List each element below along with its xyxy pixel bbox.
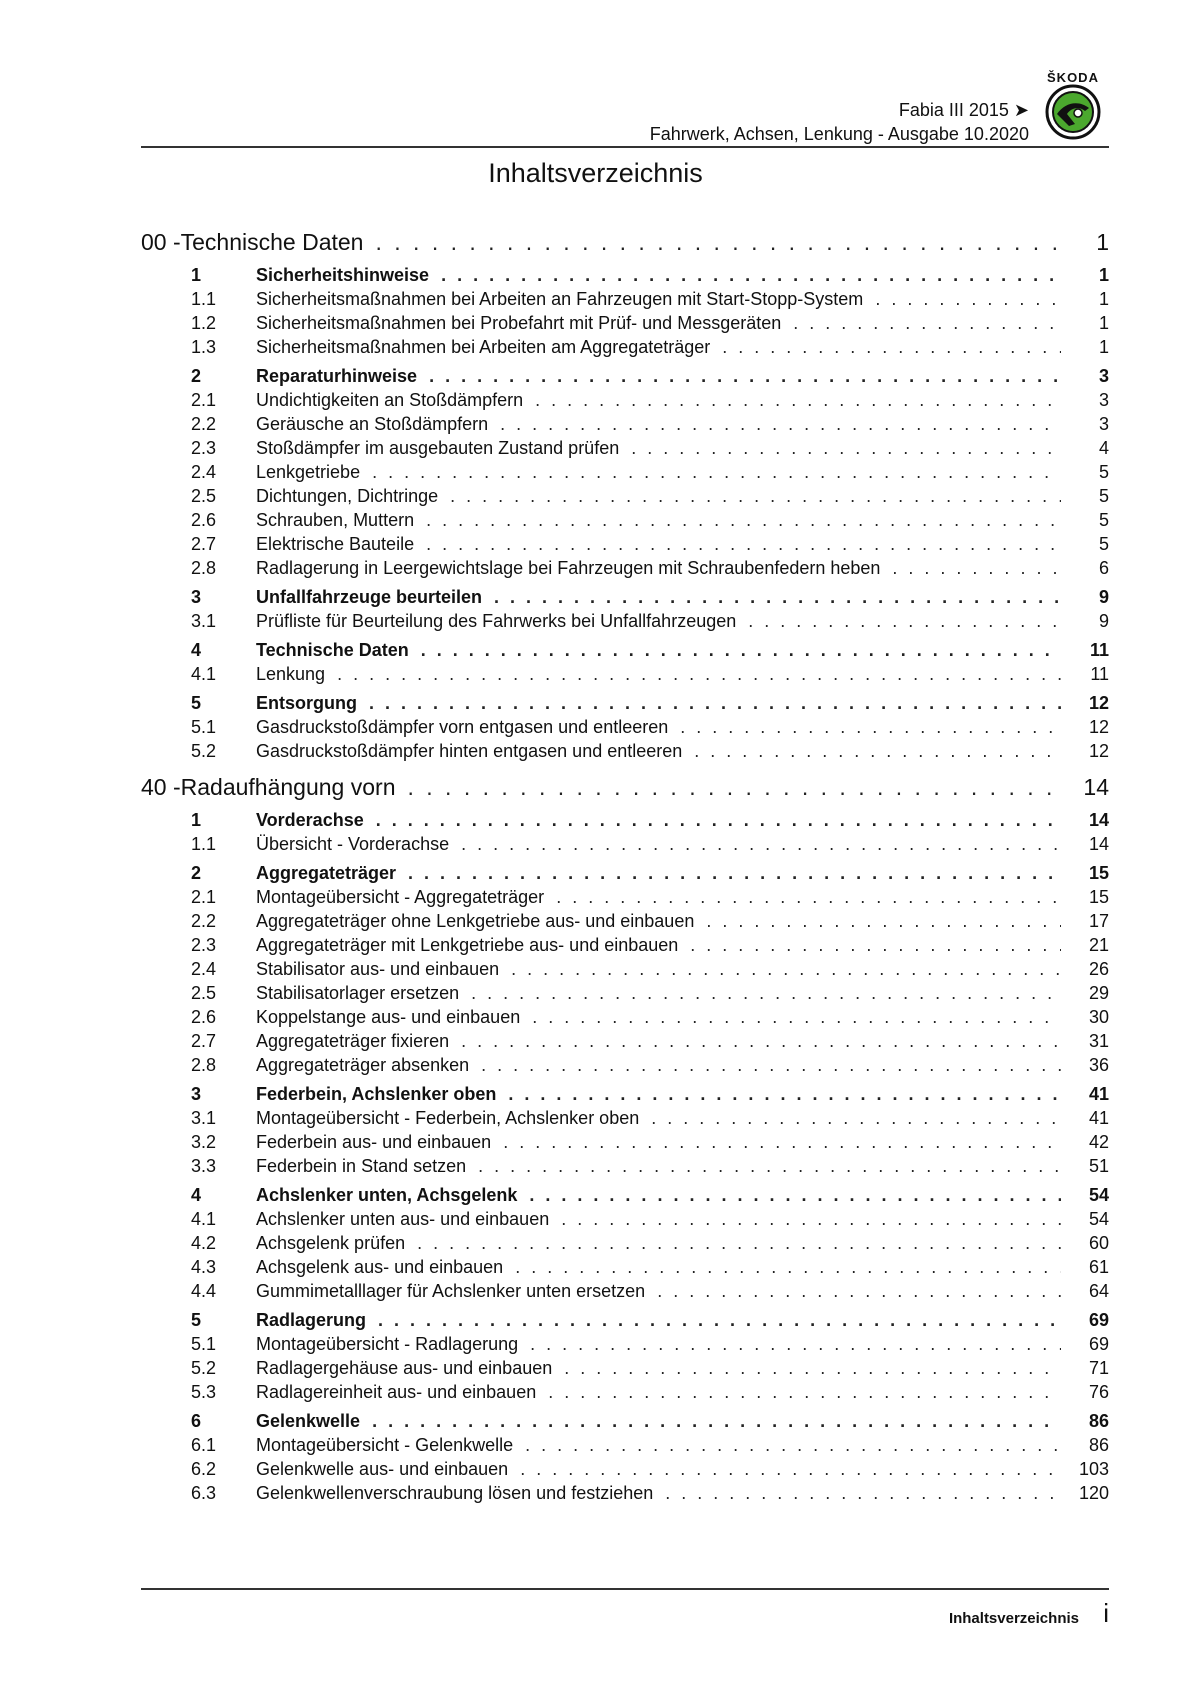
toc-entry-title: Geräusche an Stoßdämpfern (256, 414, 489, 434)
toc-subsection[interactable] (141, 1207, 1109, 1231)
toc-entry-title: Reparaturhinweise (256, 366, 418, 386)
toc-leader-dots (892, 556, 1061, 580)
toc-page-number: 86 (1088, 1435, 1109, 1455)
toc-leader-dots (748, 609, 1061, 633)
toc-page-number: 9 (1098, 587, 1109, 607)
toc-leader-dots (793, 311, 1061, 335)
toc-entry-title: Aggregateträger absenken (256, 1055, 470, 1075)
toc-leader-dots (407, 771, 1061, 803)
toc-leader-dots (561, 1207, 1061, 1231)
toc-entry-title: Montageübersicht - Federbein, Achslenker oben (256, 1108, 640, 1128)
toc-entry-title: Aggregateträger ohne Lenkgetriebe aus- und einbauen (256, 911, 695, 931)
toc-entry-title: Sicherheitsmaßnahmen bei Arbeiten an Fahrzeugen mit Start-Stopp-System (256, 289, 864, 309)
toc-leader-dots (494, 585, 1061, 609)
toc-entry-number: 5 (191, 693, 202, 713)
toc-entry-number: 2.3 (191, 935, 217, 955)
toc-subsection[interactable] (141, 957, 1109, 981)
toc-subsection[interactable] (141, 885, 1109, 909)
toc-entry-title: Achslenker unten, Achsgelenk (256, 1185, 518, 1205)
toc-entry-number: 2 (191, 366, 202, 386)
toc-page-number: 54 (1088, 1209, 1109, 1229)
toc-entry-title: Sicherheitshinweise (256, 265, 430, 285)
toc-entry-title: Montageübersicht - Radlagerung (256, 1334, 519, 1354)
toc-page-number: 1 (1098, 265, 1109, 285)
toc-subsection[interactable] (141, 436, 1109, 460)
toc-leader-dots (461, 1029, 1061, 1053)
toc-subsection[interactable] (141, 832, 1109, 856)
toc-page-number: 1 (1098, 337, 1109, 357)
toc-entry-title: Stabilisatorlager ersetzen (256, 983, 460, 1003)
toc-subsection[interactable] (141, 1481, 1109, 1505)
toc-entry-title: Radlagerung (256, 1310, 367, 1330)
toc-entry-number: 2.2 (191, 911, 217, 931)
toc-page-number: 12 (1088, 717, 1109, 737)
toc-entry-number: 2.1 (191, 390, 217, 410)
toc-entry-title: Achslenker unten aus- und einbauen (256, 1209, 550, 1229)
toc-subsection[interactable] (141, 1255, 1109, 1279)
toc-entry-title: Gasdruckstoßdämpfer hinten entgasen und entleeren (256, 741, 683, 761)
toc-entry-title: Gelenkwellenverschraubung lösen und festziehen (256, 1483, 654, 1503)
toc-entry-title: Gasdruckstoßdämpfer vorn entgasen und entleeren (256, 717, 669, 737)
toc-entry-number: 4.1 (191, 1209, 217, 1229)
toc-leader-dots (651, 1106, 1061, 1130)
toc-leader-dots (426, 508, 1061, 532)
toc-section[interactable] (141, 1308, 1109, 1332)
toc-entry-number: 3.3 (191, 1156, 217, 1176)
toc-entry-title: Prüfliste für Beurteilung des Fahrwerks bei Unfallfahrzeugen (256, 611, 737, 631)
toc-subsection[interactable] (141, 1106, 1109, 1130)
toc-entry-title: Aggregateträger (256, 863, 397, 883)
toc-page-number: 14 (1088, 834, 1109, 854)
toc-subsection[interactable] (141, 484, 1109, 508)
toc-entry-number: 2.5 (191, 983, 217, 1003)
toc-section[interactable] (141, 1082, 1109, 1106)
toc-leader-dots (556, 885, 1061, 909)
toc-section[interactable] (141, 364, 1109, 388)
toc-subsection[interactable] (141, 1457, 1109, 1481)
toc-entry-title: Federbein in Stand setzen (256, 1156, 467, 1176)
toc-entry-number: 1.2 (191, 313, 217, 333)
toc-page-number: 69 (1088, 1310, 1109, 1330)
toc-chapter-title: Technische Daten (180, 229, 364, 255)
toc-section[interactable] (141, 263, 1109, 287)
toc-entry-title: Achsgelenk aus- und einbauen (256, 1257, 504, 1277)
toc-entry-title: Federbein, Achslenker oben (256, 1084, 497, 1104)
toc-leader-dots (478, 1154, 1061, 1178)
toc-entry-title: Federbein aus- und einbauen (256, 1132, 492, 1152)
toc-subsection[interactable] (141, 1279, 1109, 1303)
toc-entry-number: 2.8 (191, 1055, 217, 1075)
toc-chapter-title: Radaufhängung vorn (180, 774, 396, 800)
toc-entry-title: Lenkung (256, 664, 326, 684)
toc-entry-number: 2.6 (191, 1007, 217, 1027)
header-divider (141, 146, 1109, 148)
page-header (141, 60, 1109, 148)
toc-entry-title: Koppelstange aus- und einbauen (256, 1007, 521, 1027)
toc-page-number: 3 (1098, 414, 1109, 434)
toc-entry-title: Montageübersicht - Gelenkwelle (256, 1435, 514, 1455)
toc-subsection[interactable] (141, 1231, 1109, 1255)
toc-entry-title: Gelenkwelle (256, 1411, 361, 1431)
toc-subsection[interactable] (141, 1356, 1109, 1380)
toc-subsection[interactable] (141, 311, 1109, 335)
toc-leader-dots (421, 638, 1061, 662)
toc-entry-number: 2.3 (191, 438, 217, 458)
toc-leader-dots (471, 981, 1061, 1005)
toc-page-number: 36 (1088, 1055, 1109, 1075)
toc-leader-dots (378, 1308, 1061, 1332)
toc-entry-number: 4.4 (191, 1281, 217, 1301)
toc-page-number: 3 (1098, 390, 1109, 410)
toc-entry-title: Stabilisator aus- und einbauen (256, 959, 500, 979)
toc-entry-number: 3.2 (191, 1132, 217, 1152)
toc-leader-dots (680, 715, 1061, 739)
toc-leader-dots (564, 1356, 1061, 1380)
toc-page-number: 1 (1098, 289, 1109, 309)
toc-leader-dots (508, 1082, 1061, 1106)
toc-page-number: 15 (1088, 887, 1109, 907)
toc-page-number: 5 (1098, 486, 1109, 506)
toc-entry-number: 6.3 (191, 1483, 217, 1503)
toc-subsection[interactable] (141, 1053, 1109, 1077)
toc-leader-dots (500, 412, 1061, 436)
toc-chapter-number: 40 - (141, 774, 181, 800)
toc-leader-dots (525, 1433, 1061, 1457)
toc-page-number: 5 (1098, 534, 1109, 554)
table-of-contents (141, 226, 1109, 1505)
toc-subsection[interactable] (141, 1005, 1109, 1029)
toc-entry-number: 1 (191, 810, 202, 830)
toc-entry-title: Stoßdämpfer im ausgebauten Zustand prüfen (256, 438, 620, 458)
toc-page-number: 60 (1088, 1233, 1109, 1253)
toc-entry-number: 3.1 (191, 611, 217, 631)
toc-page-number: 30 (1088, 1007, 1109, 1027)
toc-entry-number: 3 (191, 1084, 202, 1104)
toc-entry-title: Aggregateträger fixieren (256, 1031, 450, 1051)
toc-chapter-number: 00 - (141, 229, 181, 255)
toc-leader-dots (532, 1005, 1061, 1029)
toc-leader-dots (706, 909, 1061, 933)
toc-page-number: 1 (1096, 229, 1109, 255)
toc-subsection[interactable] (141, 981, 1109, 1005)
toc-section[interactable] (141, 808, 1109, 832)
toc-entry-title: Montageübersicht - Aggregateträger (256, 887, 545, 907)
toc-page-number: 29 (1088, 983, 1109, 1003)
toc-section[interactable] (141, 861, 1109, 885)
toc-entry-title: Sicherheitsmaßnahmen bei Arbeiten am Aggregateträger (256, 337, 711, 357)
toc-entry-title: Gelenkwelle aus- und einbauen (256, 1459, 509, 1479)
toc-entry-title: Vorderachse (256, 810, 364, 830)
skoda-logo-icon (1045, 84, 1101, 140)
toc-subsection[interactable] (141, 933, 1109, 957)
toc-leader-dots (461, 832, 1061, 856)
toc-page-number: 76 (1088, 1382, 1109, 1402)
toc-section[interactable] (141, 1183, 1109, 1207)
footer-divider (141, 1588, 1109, 1590)
toc-leader-dots (375, 226, 1061, 258)
toc-leader-dots (481, 1053, 1061, 1077)
toc-entry-number: 1 (191, 265, 202, 285)
toc-entry-number: 5.2 (191, 1358, 217, 1378)
toc-subsection[interactable] (141, 1154, 1109, 1178)
toc-entry-number: 6.1 (191, 1435, 217, 1455)
toc-entry-title: Radlagereinheit aus- und einbauen (256, 1382, 537, 1402)
toc-entry-number: 5.2 (191, 741, 217, 761)
toc-entry-title: Radlagerung in Leergewichtslage bei Fahrzeugen mit Schraubenfedern heben (256, 558, 881, 578)
toc-subsection[interactable] (141, 1130, 1109, 1154)
toc-leader-dots (408, 861, 1061, 885)
toc-subsection[interactable] (141, 1029, 1109, 1053)
toc-entry-title: Lenkgetriebe (256, 462, 361, 482)
toc-entry-number: 2.4 (191, 462, 217, 482)
toc-leader-dots (515, 1255, 1061, 1279)
toc-subsection[interactable] (141, 412, 1109, 436)
toc-page-number: 12 (1088, 741, 1109, 761)
toc-leader-dots (520, 1457, 1061, 1481)
toc-entry-title: Sicherheitsmaßnahmen bei Probefahrt mit Prüf- und Messgeräten (256, 313, 782, 333)
toc-page-number: 3 (1098, 366, 1109, 386)
toc-entry-number: 6.2 (191, 1459, 217, 1479)
toc-entry-number: 3 (191, 587, 202, 607)
toc-entry-title: Achsgelenk prüfen (256, 1233, 406, 1253)
toc-entry-title: Aggregateträger mit Lenkgetriebe aus- und einbauen (256, 935, 679, 955)
toc-leader-dots (372, 1409, 1061, 1433)
toc-page-number: 21 (1088, 935, 1109, 955)
toc-entry-number: 3.1 (191, 1108, 217, 1128)
toc-entry-number: 4.3 (191, 1257, 217, 1277)
toc-page-number: 120 (1078, 1483, 1109, 1503)
toc-page-number: 69 (1088, 1334, 1109, 1354)
toc-leader-dots (548, 1380, 1061, 1404)
toc-page-number: 31 (1088, 1031, 1109, 1051)
toc-leader-dots (665, 1481, 1061, 1505)
toc-entry-number: 2.1 (191, 887, 217, 907)
toc-leader-dots (417, 1231, 1061, 1255)
toc-leader-dots (426, 532, 1061, 556)
toc-leader-dots (503, 1130, 1061, 1154)
toc-leader-dots (376, 808, 1061, 832)
toc-leader-dots (429, 364, 1061, 388)
header-edition: Fahrwerk, Achsen, Lenkung - Ausgabe 10.2020 (649, 124, 1029, 144)
toc-page-number: 11 (1090, 664, 1109, 684)
toc-page-number: 4 (1098, 438, 1109, 458)
toc-entry-title: Gummimetalllager für Achslenker unten ersetzen (256, 1281, 646, 1301)
toc-page-number: 11 (1089, 640, 1109, 660)
toc-leader-dots (450, 484, 1061, 508)
toc-subsection[interactable] (141, 335, 1109, 359)
toc-section[interactable] (141, 638, 1109, 662)
toc-entry-title: Elektrische Bauteile (256, 534, 415, 554)
toc-subsection[interactable] (141, 609, 1109, 633)
toc-entry-number: 5.1 (191, 1334, 217, 1354)
toc-entry-number: 5.3 (191, 1382, 217, 1402)
toc-subsection[interactable] (141, 388, 1109, 412)
toc-leader-dots (530, 1332, 1061, 1356)
toc-page-number: 51 (1088, 1156, 1109, 1176)
toc-leader-dots (529, 1183, 1061, 1207)
toc-entry-number: 4.1 (191, 664, 217, 684)
toc-page-number: 61 (1088, 1257, 1109, 1277)
toc-page-number: 103 (1078, 1459, 1109, 1479)
toc-leader-dots (657, 1279, 1061, 1303)
toc-entry-title: Unfallfahrzeuge beurteilen (256, 587, 483, 607)
toc-leader-dots (694, 739, 1061, 763)
toc-subsection[interactable] (141, 1380, 1109, 1404)
toc-page-number: 26 (1088, 959, 1109, 979)
toc-section[interactable] (141, 691, 1109, 715)
toc-page-number: 12 (1088, 693, 1109, 713)
toc-subsection[interactable] (141, 287, 1109, 311)
toc-entry-number: 2.7 (191, 534, 217, 554)
toc-entry-title: Technische Daten (256, 640, 409, 660)
footer-page-number: i (1103, 1598, 1109, 1628)
toc-entry-number: 1.3 (191, 337, 217, 357)
toc-page-number: 71 (1088, 1358, 1109, 1378)
toc-subsection[interactable] (141, 1433, 1109, 1457)
toc-entry-number: 4 (191, 640, 202, 660)
toc-section[interactable] (141, 585, 1109, 609)
toc-page-number: 41 (1088, 1108, 1109, 1128)
toc-page-number: 5 (1098, 462, 1109, 482)
toc-entry-number: 1.1 (191, 289, 217, 309)
brand-wordmark: ŠKODA (1047, 70, 1099, 85)
toc-entry-number: 5 (191, 1310, 202, 1330)
toc-page-number: 14 (1088, 810, 1109, 830)
toc-entry-number: 2.5 (191, 486, 217, 506)
toc-page-number: 86 (1088, 1411, 1109, 1431)
toc-page-number: 14 (1083, 774, 1109, 800)
toc-subsection[interactable] (141, 532, 1109, 556)
toc-leader-dots (511, 957, 1061, 981)
toc-entry-number: 1.1 (191, 834, 217, 854)
toc-subsection[interactable] (141, 556, 1109, 580)
toc-entry-number: 2.4 (191, 959, 217, 979)
toc-leader-dots (722, 335, 1061, 359)
toc-section[interactable] (141, 1409, 1109, 1433)
toc-page-number: 15 (1088, 863, 1109, 883)
header-model: Fabia III 2015 ➤ (898, 100, 1029, 120)
toc-chapter[interactable] (141, 771, 1109, 803)
toc-subsection[interactable] (141, 715, 1109, 739)
toc-leader-dots (369, 691, 1061, 715)
toc-page-number: 9 (1098, 611, 1109, 631)
toc-page-number: 5 (1098, 510, 1109, 530)
toc-subsection[interactable] (141, 739, 1109, 763)
toc-subsection[interactable] (141, 508, 1109, 532)
toc-page-number: 1 (1098, 313, 1109, 333)
toc-entry-number: 2.7 (191, 1031, 217, 1051)
toc-leader-dots (441, 263, 1061, 287)
page-title: Inhaltsverzeichnis (488, 158, 703, 188)
toc-entry-number: 4.2 (191, 1233, 217, 1253)
toc-leader-dots (631, 436, 1061, 460)
toc-chapter[interactable] (141, 226, 1109, 258)
toc-entry-title: Schrauben, Muttern (256, 510, 415, 530)
toc-leader-dots (875, 287, 1061, 311)
toc-entry-number: 2.2 (191, 414, 217, 434)
toc-leader-dots (535, 388, 1061, 412)
toc-entry-title: Dichtungen, Dichtringe (256, 486, 439, 506)
toc-entry-title: Übersicht - Vorderachse (256, 834, 450, 854)
toc-subsection[interactable] (141, 909, 1109, 933)
toc-page-number: 6 (1098, 558, 1109, 578)
toc-entry-number: 4 (191, 1185, 202, 1205)
toc-page-number: 54 (1088, 1185, 1109, 1205)
toc-subsection[interactable] (141, 662, 1109, 686)
toc-subsection[interactable] (141, 1332, 1109, 1356)
toc-entry-title: Entsorgung (256, 693, 357, 713)
toc-leader-dots (337, 662, 1061, 686)
toc-entry-number: 6 (191, 1411, 202, 1431)
toc-entry-number: 2.8 (191, 558, 217, 578)
toc-entry-number: 2.6 (191, 510, 217, 530)
toc-leader-dots (690, 933, 1061, 957)
toc-page-number: 64 (1088, 1281, 1109, 1301)
toc-subsection[interactable] (141, 460, 1109, 484)
toc-entry-title: Radlagergehäuse aus- und einbauen (256, 1358, 553, 1378)
toc-page-number: 41 (1088, 1084, 1109, 1104)
toc-entry-title: Undichtigkeiten an Stoßdämpfern (256, 390, 524, 410)
toc-entry-number: 5.1 (191, 717, 217, 737)
toc-leader-dots (372, 460, 1061, 484)
footer-label: Inhaltsverzeichnis (948, 1610, 1079, 1627)
toc-page-number: 42 (1088, 1132, 1109, 1152)
toc-entry-number: 2 (191, 863, 202, 883)
toc-page-number: 17 (1088, 911, 1109, 931)
